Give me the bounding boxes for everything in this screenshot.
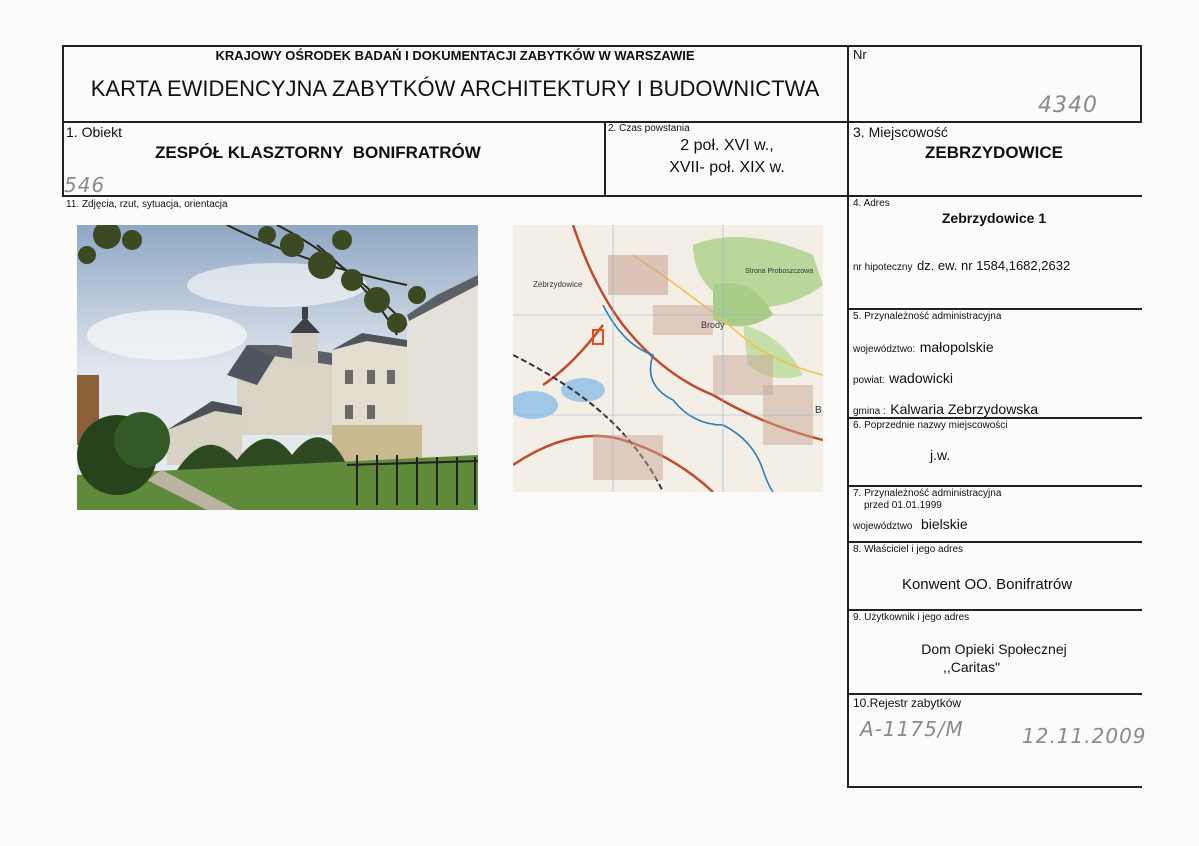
wlasciciel-label: 8. Właściciel i jego adres <box>853 544 964 555</box>
hipoteczny-value: dz. ew. nr 1584,1682,2632 <box>916 258 1071 273</box>
nr-label: Nr <box>853 47 867 62</box>
uzytkownik-line1: Dom Opieki Społecznej <box>921 641 1067 657</box>
gmina-value: Kalwaria Zebrzydowska <box>890 401 1039 417</box>
map-label-brody: Brody <box>701 320 725 330</box>
gmina-label: gmina : <box>853 406 886 417</box>
czas-label: 2. Czas powstania <box>608 123 690 134</box>
nr-handwritten: 4340 <box>1038 93 1098 118</box>
map-label-b: B <box>815 405 822 416</box>
uzytkownik-bottom <box>847 693 1142 695</box>
uzytkownik-line2: ,,Caritas" <box>942 659 1001 675</box>
card-title: KARTA EWIDENCYJNA ZABYTKÓW ARCHITEKTURY I BUDOWNICTWA <box>90 76 820 101</box>
wlasciciel-bottom <box>847 609 1142 611</box>
obiekt-handwritten: 546 <box>64 173 106 197</box>
powiat-label: powiat: <box>853 375 885 386</box>
map-label-zebrzydowice: Zebrzydowice <box>533 280 583 289</box>
przynaleznosc-1999-sub: przed 01.01.1999 <box>864 500 942 511</box>
wojewodztwo-1999-row <box>853 516 968 534</box>
wojewodztwo-value: małopolskie <box>919 339 994 355</box>
powiat-row <box>853 370 953 388</box>
wojewodztwo-row <box>853 339 994 357</box>
frame-right-top <box>1140 45 1142 122</box>
hipoteczny-label: nr hipoteczny <box>853 262 913 273</box>
header-divider <box>62 121 1142 123</box>
hipoteczny-row <box>853 257 1070 275</box>
row1-bottom <box>62 195 1142 197</box>
location-map <box>513 225 823 492</box>
czas-line1: 2 poł. XVI w., <box>680 137 774 154</box>
rejestr-bottom <box>847 786 1142 788</box>
rejestr-number: A-1175/M <box>860 717 964 741</box>
institution-name: KRAJOWY OŚRODEK BADAŃ I DOKUMENTACJI ZABYTKÓW W WARSZAWIE <box>215 48 695 63</box>
przyn1999-bottom <box>847 541 1142 543</box>
poprzednie-value: j.w. <box>930 447 951 463</box>
uzytkownik-label: 9. Użytkownik i jego adres <box>853 612 970 623</box>
miejscowosc-value: ZEBRZYDOWICE <box>925 143 1063 162</box>
wojewodztwo-1999-label: województwo <box>853 521 913 532</box>
poprzednie-label: 6. Poprzednie nazwy miejscowości <box>853 420 1008 431</box>
frame-top <box>62 45 1142 47</box>
powiat-value: wadowicki <box>889 370 953 386</box>
map-label-strona-proboszczowa: Strona Proboszczowa <box>745 268 814 275</box>
przynaleznosc-1999-label: 7. Przynależność administracyjna <box>853 488 1002 499</box>
obiekt-value: ZESPÓŁ KLASZTORNY BONIFRATRÓW <box>155 143 481 162</box>
adres-label: 4. Adres <box>853 198 890 209</box>
przynaleznosc-label: 5. Przynależność administracyjna <box>853 311 1002 322</box>
miejscowosc-label: 3. Miejscowość <box>853 124 948 140</box>
gmina-row <box>853 401 1038 419</box>
zdjecia-label: 11. Zdjęcia, rzut, sytuacja, orientacja <box>66 199 228 210</box>
rejestr-label: 10.Rejestr zabytków <box>853 696 962 710</box>
wlasciciel-value: Konwent OO. Bonifratrów <box>901 576 1073 593</box>
wojewodztwo-label: województwo: <box>853 344 916 355</box>
rejestr-date: 12.11.2009 <box>1022 724 1147 748</box>
obiekt-label: 1. Obiekt <box>66 124 123 140</box>
poprzednie-bottom <box>847 485 1142 487</box>
adres-bottom <box>847 308 1142 310</box>
wojewodztwo-1999-value: bielskie <box>920 516 968 532</box>
monastery-photo <box>77 225 478 510</box>
adres-value: Zebrzydowice 1 <box>941 210 1047 226</box>
czas-line2: XVII- poł. XIX w. <box>669 159 785 176</box>
